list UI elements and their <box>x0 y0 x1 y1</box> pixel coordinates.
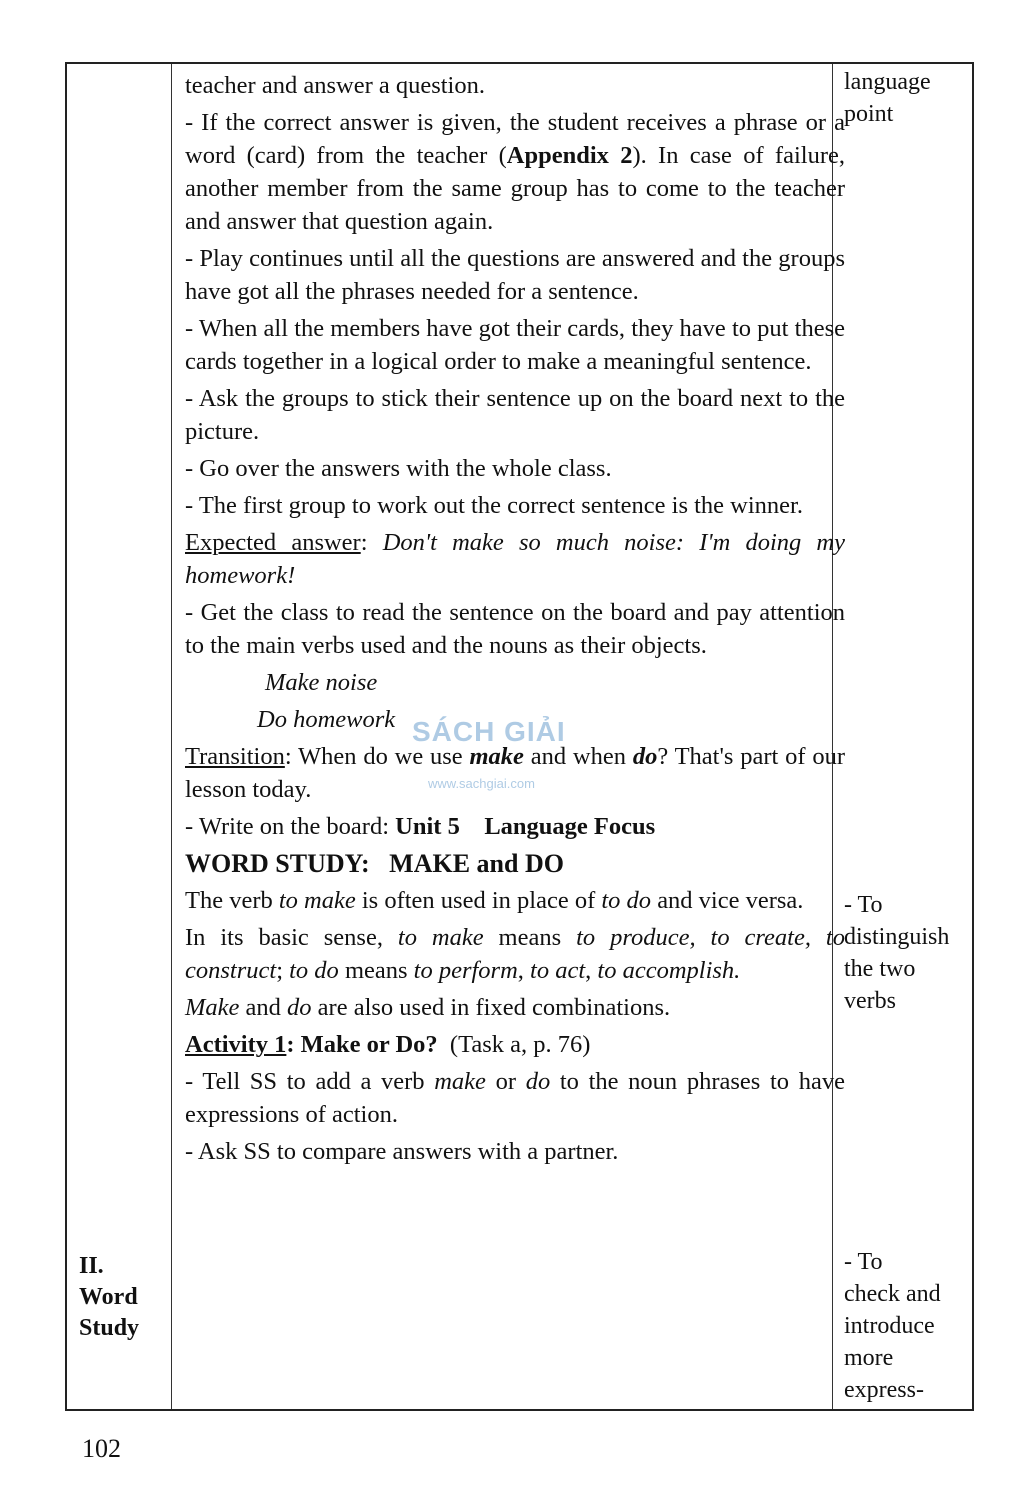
aim-line: verbs <box>844 988 896 1014</box>
watermark-logo: SÁCH GIẢI <box>412 716 566 747</box>
text: make <box>434 1068 486 1095</box>
text: ). In case of failure, another member from the same group has to come to the teacher and answer that question again. <box>185 142 845 235</box>
aim-line: distinguish <box>844 924 950 950</box>
text: means <box>483 924 577 951</box>
text: to do <box>289 957 339 984</box>
aim-line: language <box>844 69 931 95</box>
aims-column <box>834 64 974 1409</box>
text: to the noun phrases to have expressions of action. <box>185 1068 845 1128</box>
text: means <box>338 957 414 984</box>
aim-line: - To <box>844 892 883 918</box>
aim-line: - To <box>844 1249 883 1275</box>
stage-label-line: Study <box>79 1315 140 1341</box>
stage-column <box>67 64 172 1409</box>
page-number: 102 <box>82 1434 121 1463</box>
activity-label: Activity 1 <box>185 1031 287 1058</box>
text: do <box>287 994 312 1021</box>
expected-answer-label: Expected answer <box>185 529 361 556</box>
aim-line: the two <box>844 956 916 982</box>
text: ? That's part of our lesson today. <box>185 743 846 803</box>
text: to do <box>601 887 652 914</box>
procedure-paragraph: - Go over the answers with the whole class. <box>185 455 612 482</box>
text: do <box>525 1068 551 1095</box>
transition <box>185 740 845 806</box>
stage-label-word-study <box>79 1251 139 1344</box>
appendix-reference: Appendix 2 <box>506 142 633 169</box>
section-heading: WORD STUDY: MAKE and DO <box>185 849 564 878</box>
procedure-paragraph: teacher and answer a question. <box>185 72 485 99</box>
text: The verb <box>185 887 279 914</box>
procedure-paragraph: - The first group to work out the correct sentence is the winner. <box>185 492 803 519</box>
text: and <box>239 994 288 1021</box>
text: , <box>517 957 531 984</box>
aim-line: more <box>844 1345 894 1371</box>
text: are also used in fixed combinations. <box>311 994 671 1021</box>
aim-line: introduce <box>844 1313 935 1339</box>
text: - If the correct answer is given, the student receives a phrase or a word (card) from the teacher ( <box>185 109 845 169</box>
procedure-paragraph <box>185 106 845 238</box>
expected-answer <box>185 526 845 592</box>
text: to make <box>278 887 356 914</box>
procedure-paragraph: - Ask the groups to stick their sentence up on the board next to the picture. <box>185 385 845 445</box>
aim-note <box>844 889 949 1017</box>
text: and vice versa. <box>651 887 804 914</box>
text: : <box>360 529 383 556</box>
text: or <box>485 1068 526 1095</box>
procedure-paragraph <box>185 921 845 987</box>
text: to make <box>397 924 484 951</box>
transition-label: Transition <box>185 743 285 770</box>
text: - Tell SS to add a verb <box>185 1068 435 1095</box>
procedure-paragraph: - Ask SS to compare answers with a partner. <box>185 1138 619 1165</box>
text: : When do we use <box>284 743 470 770</box>
text: and when <box>523 743 633 770</box>
procedure-paragraph <box>185 810 845 843</box>
procedure-paragraph <box>185 884 845 917</box>
text: to accomplish. <box>597 957 741 984</box>
text: (Task a, p. 76) <box>437 1031 591 1058</box>
procedure-paragraph: - Play continues until all the questions are answered and the groups have got all the phrases needed for a sentence. <box>185 245 845 305</box>
procedure-paragraph <box>185 991 845 1024</box>
procedure-paragraph: - Get the class to read the sentence on the board and pay attention to the main verbs used and the nouns as their objects. <box>185 599 845 659</box>
stage-label-line: II. <box>79 1253 104 1279</box>
procedure-paragraph: - When all the members have got their cards, they have to put these cards together in a logical order to make a meaningful sentence. <box>185 315 845 375</box>
example-phrase: Make noise <box>265 669 378 696</box>
watermark-url: www.sachgiai.com <box>428 776 535 791</box>
aim-note <box>844 66 931 130</box>
text: In its basic sense, <box>185 924 398 951</box>
stage-label-line: Word <box>79 1284 138 1310</box>
text: , <box>585 957 598 984</box>
text: do <box>632 743 658 770</box>
text: make <box>469 743 524 770</box>
aim-note <box>844 1246 941 1406</box>
board-title: Unit 5 Language Focus <box>395 813 656 840</box>
activity-title <box>185 1028 845 1061</box>
text: to perform <box>413 957 518 984</box>
text: - Write on the board: <box>185 813 396 840</box>
aim-line: point <box>844 101 894 127</box>
expected-answer-text: Don't make so much noise: I'm doing my homework! <box>185 529 846 589</box>
text: ; <box>276 957 290 984</box>
text: to produce, to create, to construct <box>185 924 845 984</box>
example-phrase: Do homework <box>257 706 396 733</box>
text: is often used in place of <box>355 887 602 914</box>
aim-line: express- <box>844 1377 924 1403</box>
aim-line: check and <box>844 1281 941 1307</box>
procedure-paragraph <box>185 1065 845 1131</box>
text: Make <box>185 994 240 1021</box>
text: to act <box>530 957 586 984</box>
text: : Make or Do? <box>286 1031 438 1058</box>
